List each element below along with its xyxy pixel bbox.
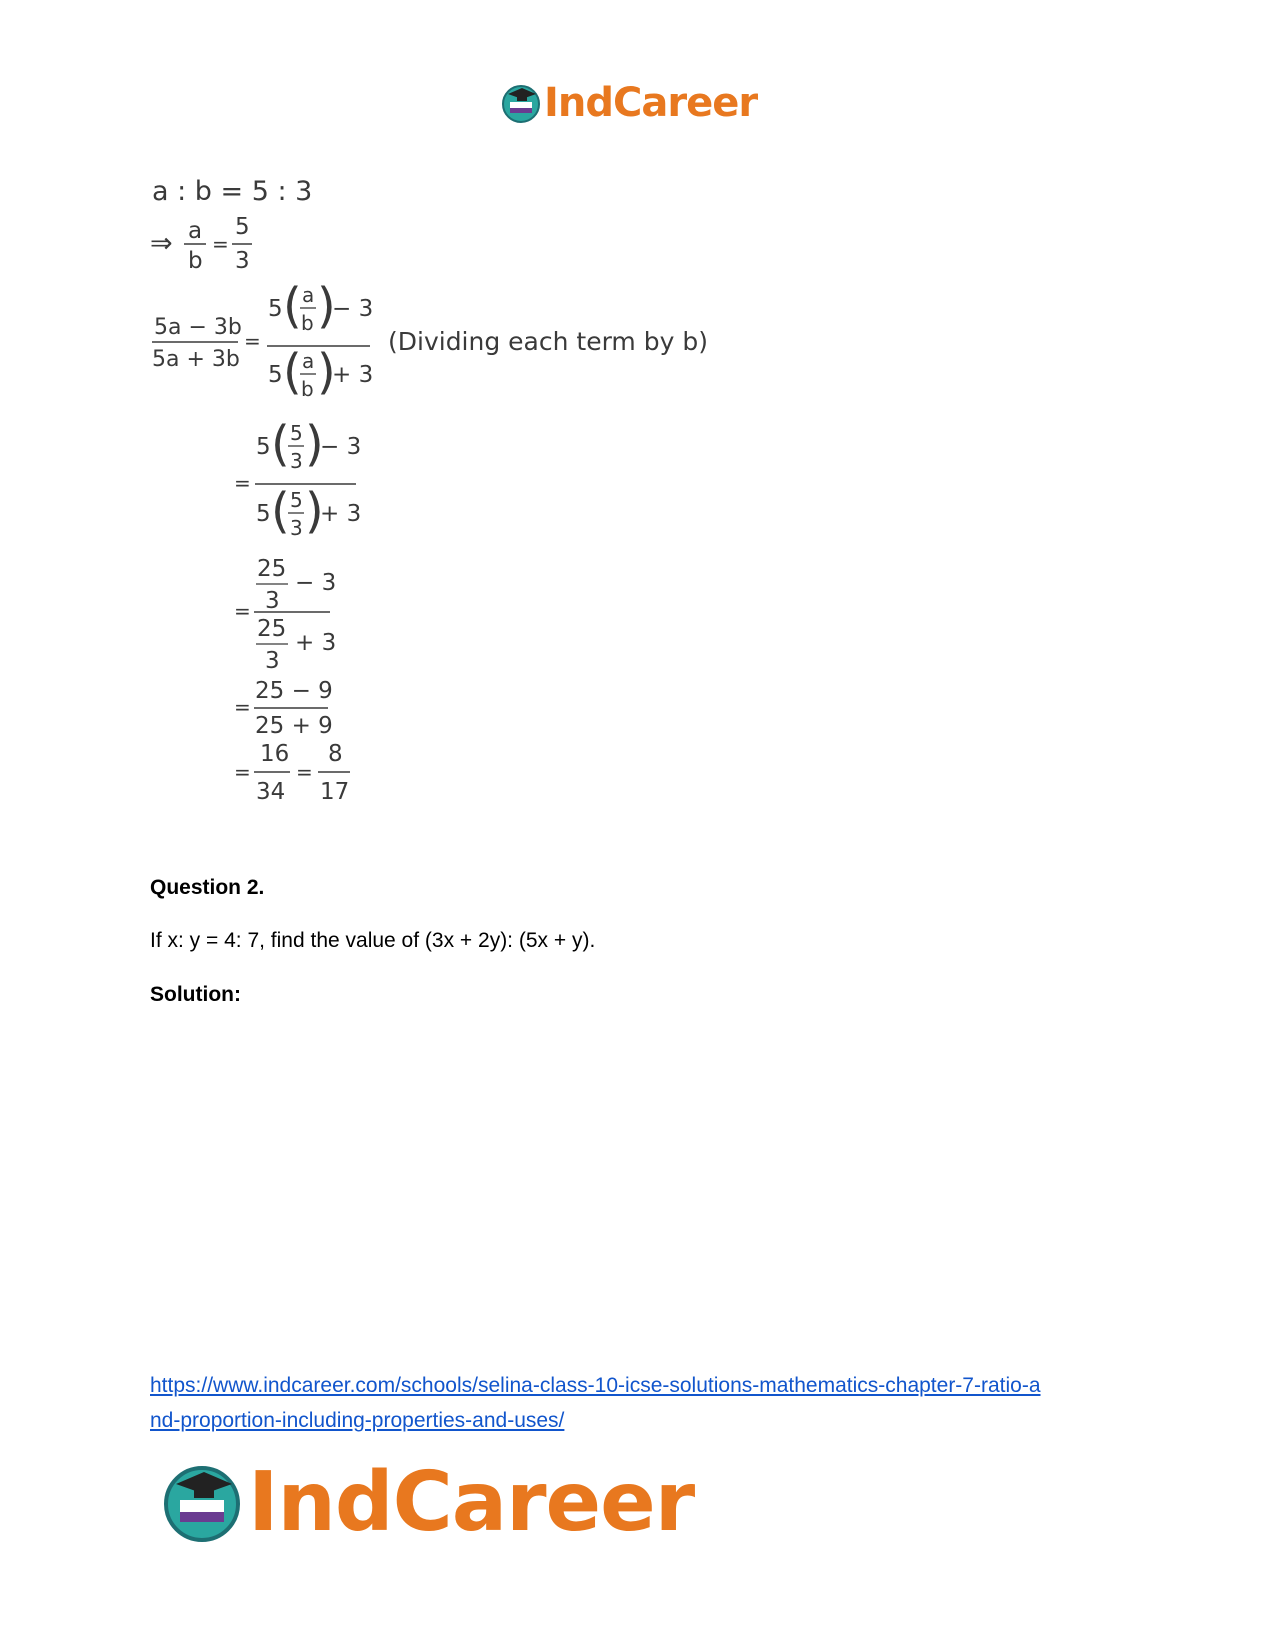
svg-text:25: 25 — [257, 616, 287, 642]
source-link[interactable] — [150, 1368, 1140, 1438]
math-working — [150, 176, 750, 856]
svg-text:3: 3 — [265, 648, 280, 674]
svg-text:=: = — [234, 599, 251, 623]
svg-text:16: 16 — [260, 741, 290, 767]
header-logo — [500, 78, 757, 128]
svg-text:− 3: − 3 — [332, 296, 374, 322]
svg-text:25: 25 — [257, 556, 287, 582]
svg-text:3: 3 — [290, 449, 303, 473]
svg-text:b: b — [301, 377, 314, 401]
logo-text: IndCareer — [544, 80, 758, 126]
svg-text:=: = — [234, 760, 251, 784]
graduation-book-globe-icon — [500, 82, 542, 124]
svg-text:b: b — [301, 311, 314, 335]
svg-text:5: 5 — [256, 501, 271, 527]
lhs-denominator: 5a + 3b — [152, 347, 240, 372]
svg-text:5: 5 — [268, 362, 283, 388]
svg-text:5: 5 — [290, 488, 303, 512]
svg-text:+ 3: + 3 — [332, 362, 374, 388]
svg-text:− 3: − 3 — [295, 570, 337, 596]
svg-text:3: 3 — [290, 516, 303, 540]
equals: = — [244, 329, 261, 353]
svg-text:=: = — [234, 695, 251, 719]
svg-text:=: = — [234, 471, 251, 495]
implies-arrow: ⇒ — [150, 228, 173, 259]
frac-3: 3 — [235, 248, 250, 274]
frac-5: 5 — [235, 214, 250, 240]
solution-label: Solution: — [150, 983, 241, 1006]
dividing-note: (Dividing each term by b) — [388, 327, 708, 356]
svg-text:(: ( — [283, 344, 302, 400]
lhs-numerator: 5a − 3b — [154, 315, 242, 340]
step-numerator: 25 − 9 — [255, 678, 333, 704]
svg-text:3: 3 — [265, 588, 280, 614]
svg-text:): ) — [305, 416, 324, 472]
svg-text:+ 3: + 3 — [320, 501, 362, 527]
svg-text:a: a — [302, 349, 315, 373]
frac-b: b — [188, 248, 203, 274]
equals: = — [212, 232, 229, 256]
source-link-line-1[interactable]: https://www.indcareer.com/schools/selina-class-10-icse-solutions-mathematics-chapter-7-ratio-a — [150, 1374, 1041, 1397]
source-link-line-2[interactable]: nd-proportion-including-properties-and-uses/ — [150, 1409, 565, 1432]
logo-text: IndCareer — [248, 1454, 695, 1550]
question-text: If x: y = 4: 7, find the value of (3x + 2y): (5x + y). — [150, 929, 596, 952]
svg-text:(: ( — [283, 278, 302, 334]
svg-text:5: 5 — [268, 296, 283, 322]
svg-text:+ 3: + 3 — [295, 630, 337, 656]
frac-a: a — [188, 218, 203, 244]
svg-text:a: a — [302, 283, 315, 307]
question-title: Question 2. — [150, 876, 265, 899]
svg-text:17: 17 — [320, 779, 350, 805]
ratio-statement: a : b = 5 : 3 — [152, 176, 313, 207]
svg-text:): ) — [317, 278, 336, 334]
svg-text:5: 5 — [256, 434, 271, 460]
svg-text:): ) — [317, 344, 336, 400]
svg-text:(: ( — [271, 416, 290, 472]
svg-text:8: 8 — [328, 741, 343, 767]
footer-logo — [160, 1452, 694, 1552]
svg-text:5: 5 — [290, 421, 303, 445]
svg-text:=: = — [296, 760, 313, 784]
svg-text:− 3: − 3 — [320, 434, 362, 460]
svg-text:(: ( — [271, 483, 290, 539]
svg-text:34: 34 — [256, 779, 286, 805]
svg-text:): ) — [305, 483, 324, 539]
step-denominator: 25 + 9 — [255, 713, 333, 739]
graduation-book-globe-icon — [160, 1460, 244, 1544]
